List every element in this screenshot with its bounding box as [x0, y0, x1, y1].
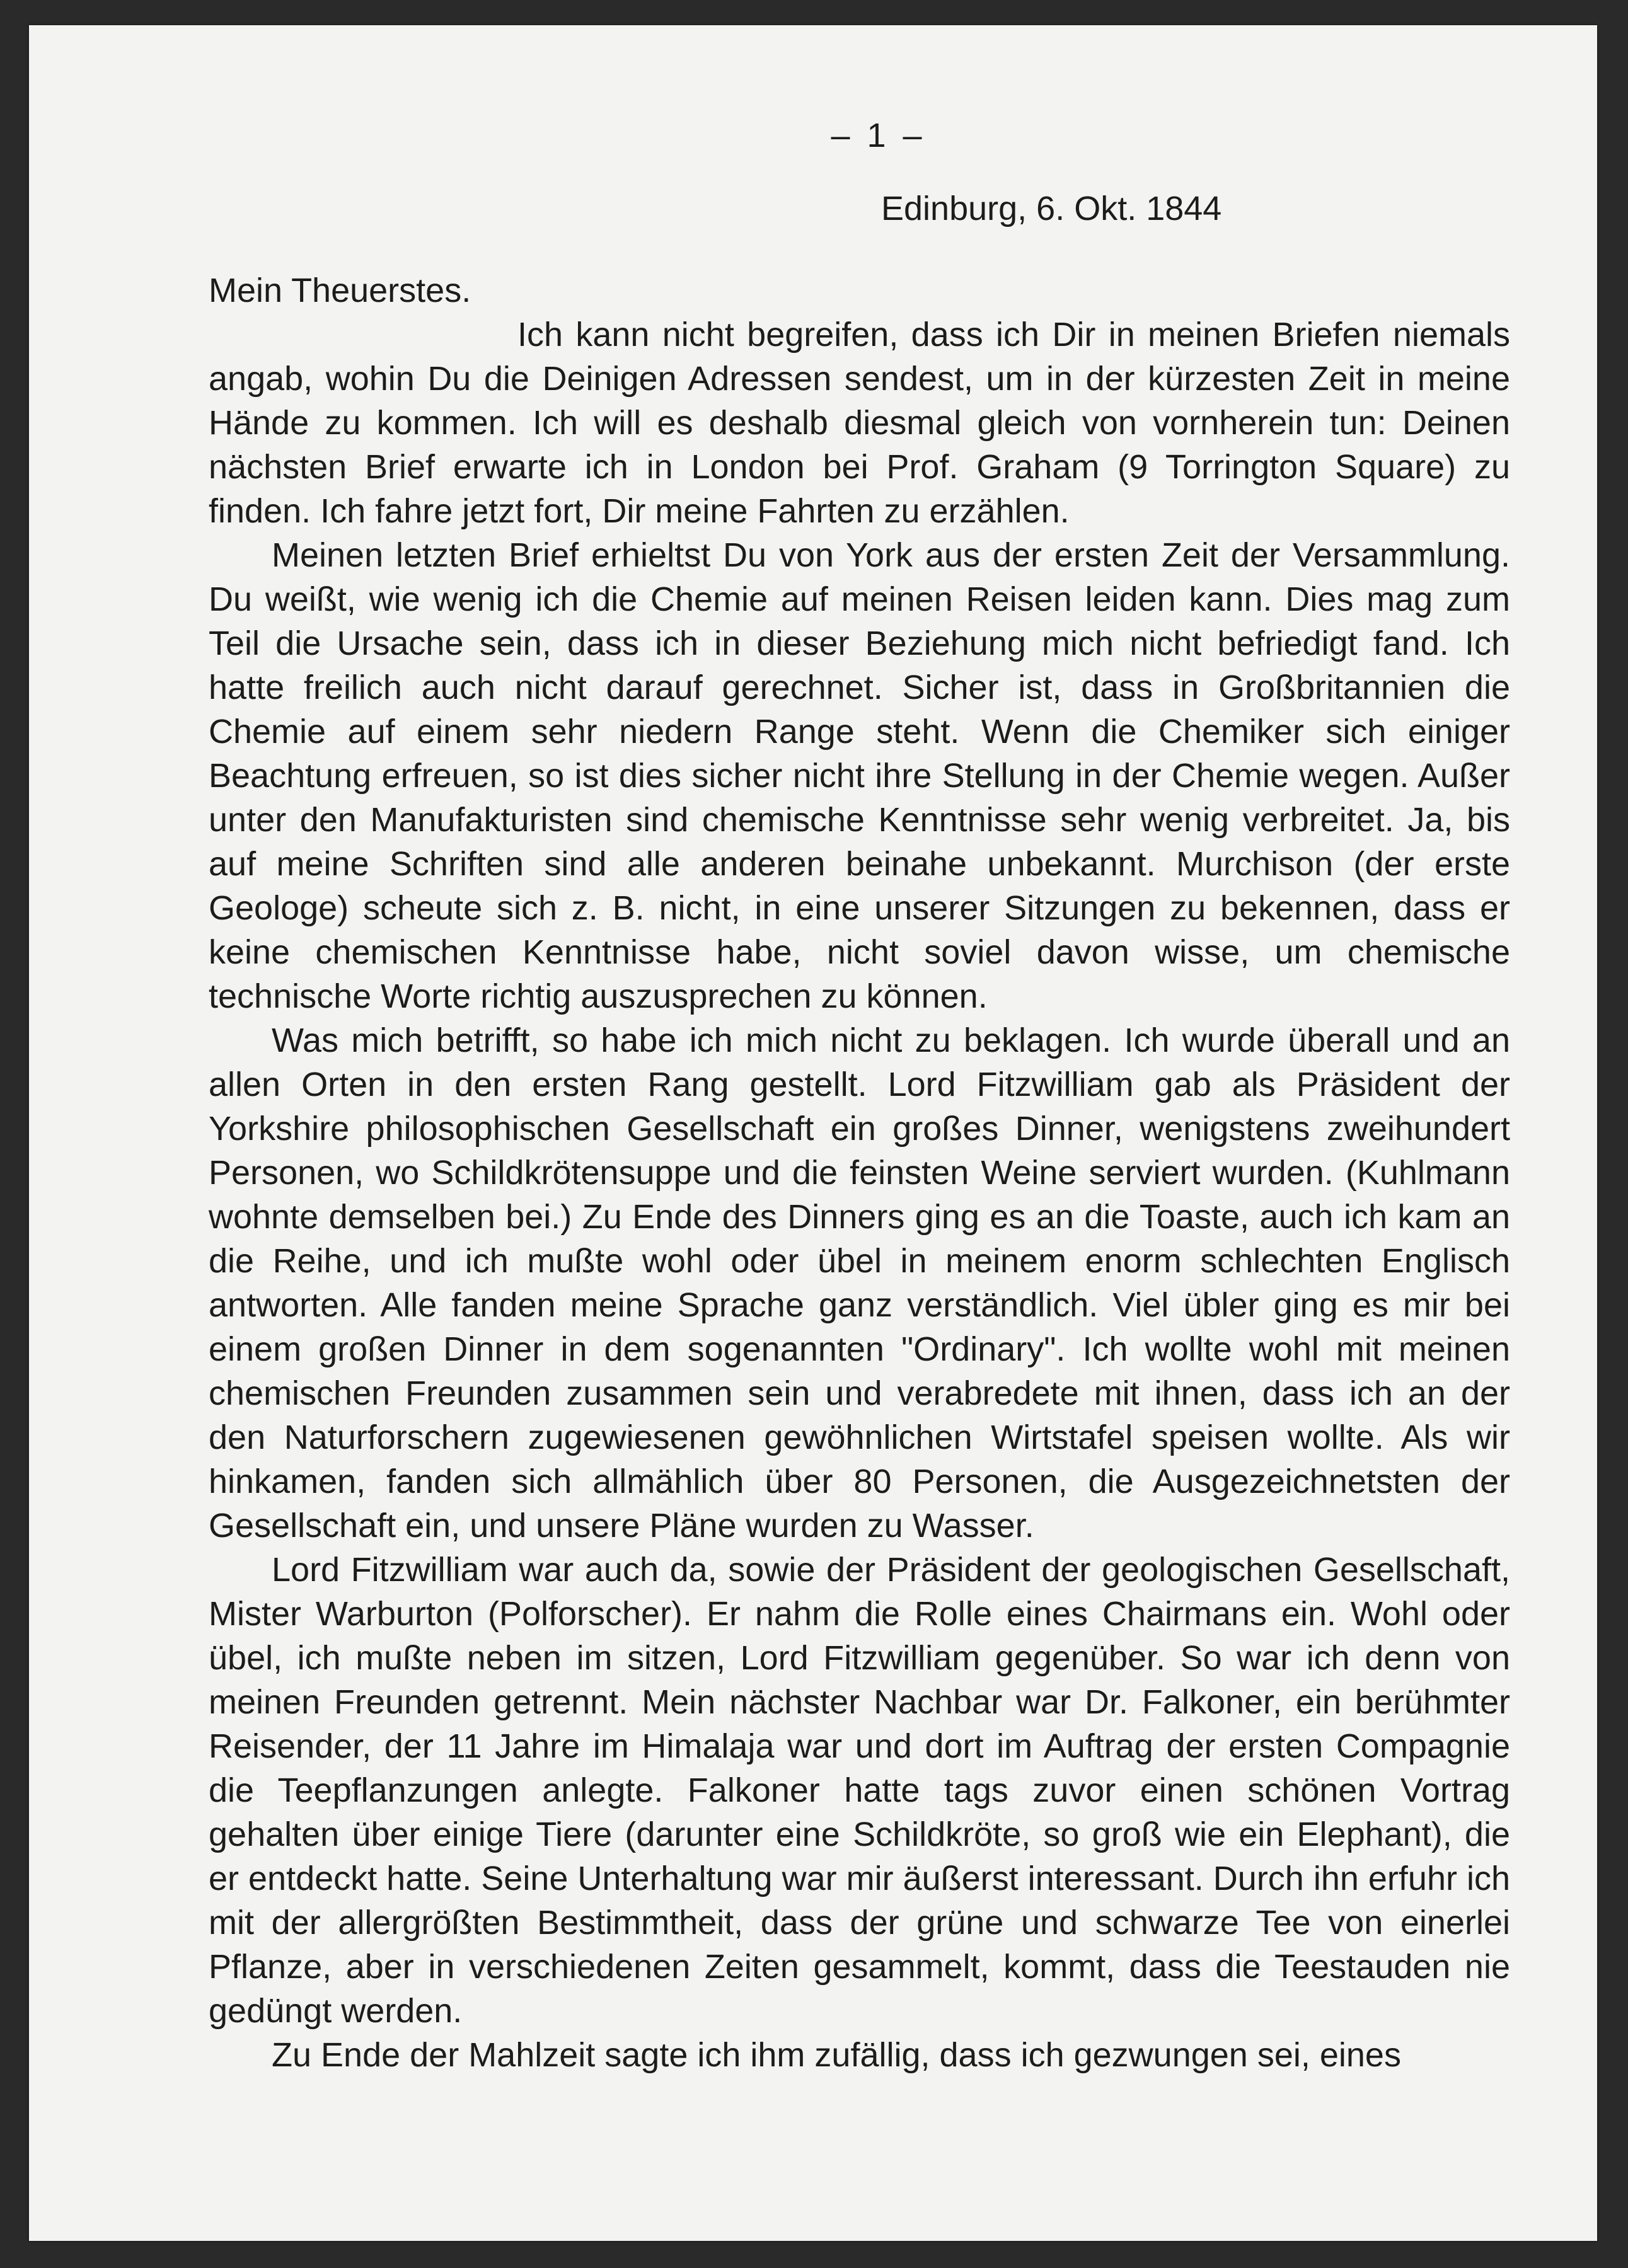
paragraph-2: Meinen letzten Brief erhieltst Du von York aus der ersten Zeit der Versammlung. Du weißt, wie wenig ich die Chemie auf meinen Reisen leiden kann. Dies mag zum Teil die Ursache sein, dass ich in dieser Beziehung mich nicht befriedigt fand. Ich hatte freilich auch nicht darauf gerechnet. Sicher ist, dass in Großbritannien die Chemie auf einem sehr niedern Range steht. Wenn die Chemiker sich einiger Beachtung erfreuen, so ist dies sicher nicht ihre Stellung in der Chemie wegen. Außer unter den Manufakturisten sind chemische Kenntnisse sehr wenig verbreitet. Ja, bis auf meine Schriften sind alle anderen beinahe unbekannt. Murchison (der erste Geologe) scheute sich z. B. nicht, in eine unserer Sitzungen zu bekennen, dass er keine chemischen Kenntnisse habe, nicht soviel davon wisse, um chemische technische Worte richtig auszusprechen zu können.: [209, 536, 1510, 1015]
letter-body: [209, 113, 1510, 2077]
document-page: [29, 25, 1597, 2241]
paragraph-3: Was mich betrifft, so habe ich mich nicht zu beklagen. Ich wurde überall und an allen Orten in den ersten Rang gestellt. Lord Fitzwilliam gab als Präsident der Yorkshire philosophischen Gesellschaft ein großes Dinner, wenigstens zweihundert Personen, wo Schildkrötensuppe und die feinsten Weine serviert wurden. (Kuhlmann wohnte demselben bei.) Zu Ende des Dinners ging es an die Toaste, auch ich kam an die Reihe, und ich mußte wohl oder übel in meinem enorm schlechten Englisch antworten. Alle fanden meine Sprache ganz verständlich. Viel übler ging es mir bei einem großen Dinner in dem sogenannten "Ordinary". Ich wollte wohl mit meinen chemischen Freunden zusammen sein und verabredete mit ihnen, dass ich an der den Naturforschern zugewiesenen gewöhnlichen Wirtstafel speisen wollte. Als wir hinkamen, fanden sich allmählich über 80 Personen, die Ausgezeichnetsten der Gesellschaft ein, und unsere Pläne wurden zu Wasser.: [209, 1022, 1510, 1545]
paragraph-4: Lord Fitzwilliam war auch da, sowie der Präsident der geologischen Gesellschaft, Mister Warburton (Polforscher). Er nahm die Rolle eines Chairmans ein. Wohl oder übel, ich mußte neben im sitzen, Lord Fitzwilliam gegenüber. So war ich denn von meinen Freunden getrennt. Mein nächster Nachbar war Dr. Falkoner, ein berühmter Reisender, der 11 Jahre im Himalaja war und dort im Auftrag der ersten Compagnie die Teepflanzungen anlegte. Falkoner hatte tags zuvor einen schönen Vortrag gehalten über einige Tiere (darunter eine Schildkröte, so groß wie ein Elephant), die er entdeckt hatte. Seine Unterhaltung war mir äußerst interessant. Durch ihn erfuhr ich mit der allergrößten Bestimmtheit, dass der grüne und schwarze Tee von einerlei Pflanze, aber in verschiedenen Zeiten gesammelt, kommt, dass die Teestauden nie gedüngt werden.: [209, 1551, 1510, 2030]
paragraph-5: Zu Ende der Mahlzeit sagte ich ihm zufällig, dass ich gezwungen sei, eines: [272, 2036, 1401, 2074]
paragraph-1: Ich kann nicht begreifen, dass ich Dir in meinen Briefen niemals angab, wohin Du die Deinigen Adressen sendest, um in der kürzesten Zeit in meine Hände zu kommen. Ich will es deshalb diesmal gleich von vornherein tun: Deinen nächsten Brief erwarte ich in London bei Prof. Graham (9 Torrington Square) zu finden. Ich fahre jetzt fort, Dir meine Fahrten zu erzählen.: [209, 316, 1510, 530]
place-date: Edinburg, 6. Okt. 1844: [881, 190, 1222, 227]
page-number: – 1 –: [831, 117, 926, 154]
salutation: Mein Theuerstes.: [209, 272, 471, 309]
